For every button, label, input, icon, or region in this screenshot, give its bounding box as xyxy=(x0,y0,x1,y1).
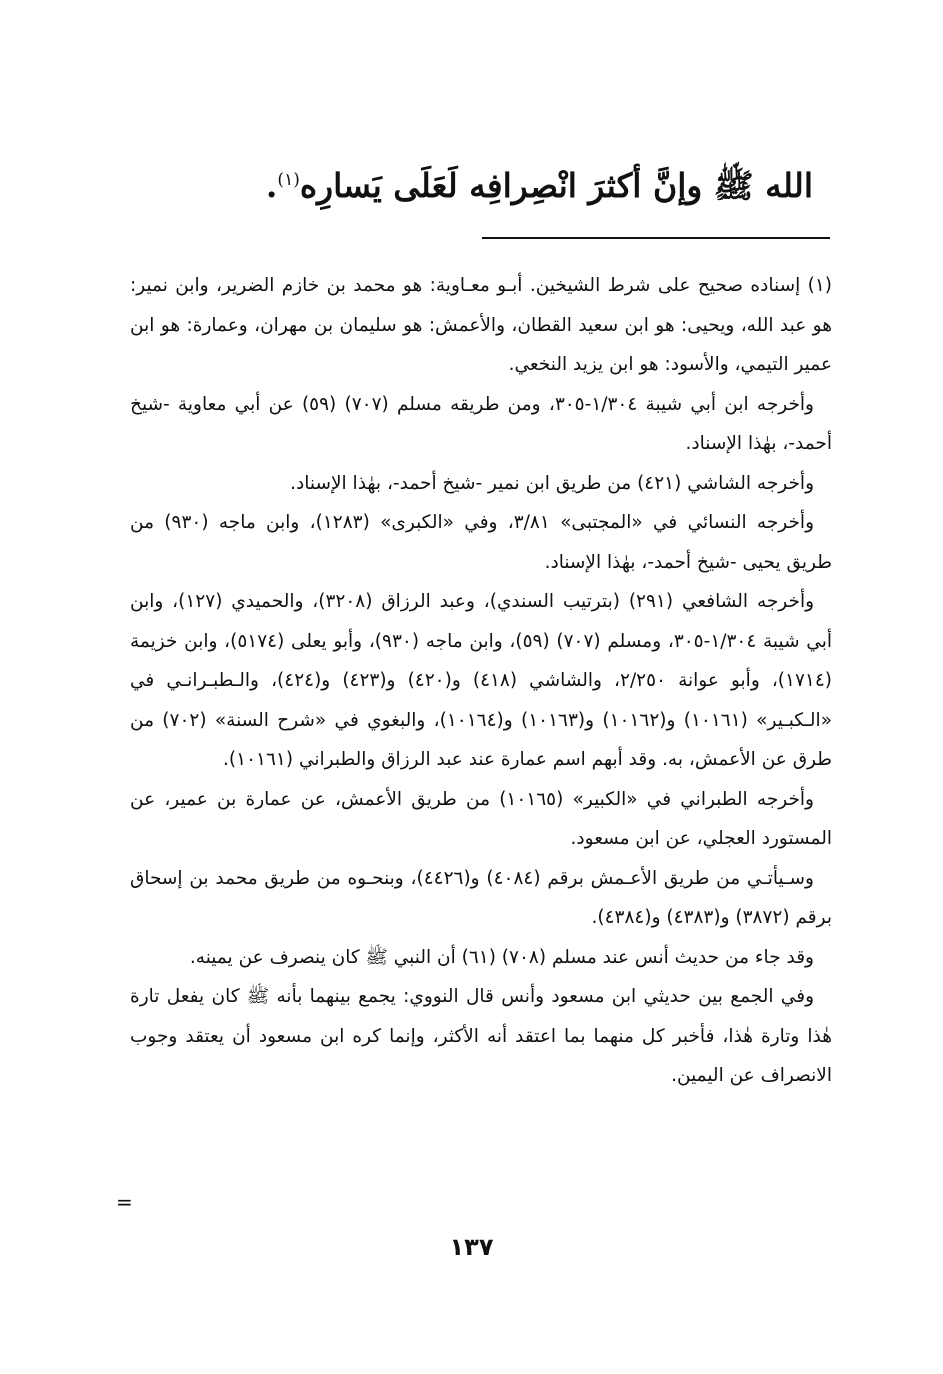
continuation-mark: = xyxy=(116,1190,133,1214)
footnote-paragraph: وأخرجه الشاشي (٤٢١) من طريق ابن نمير -شيخ أحمد-، بهٰذا الإسناد. xyxy=(290,472,814,494)
main-text-line xyxy=(113,150,813,216)
footnote-paragraph: وأخرجه النسائي في «المجتبى» ٣/٨١، وفي «الكبرى» (١٢٨٣)، وابن ماجه (٩٣٠) من طريق يحيى -شيخ أحمد-، بهٰذا الإسناد. xyxy=(130,512,832,573)
footnote-paragraph: وسـيأتـي من طريق الأعـمش برقم (٤٠٨٤) و(٤٤٢٦)، وبنحـوه من طريق محمد بن إسحاق برقم (٣٨٧٢) و(٤٣٨٣) و(٤٣٨٤). xyxy=(130,867,832,928)
footnote-paragraph: وأخرجه الشافعي (٢٩١) (بترتيب السندي)، وعبد الرزاق (٣٢٠٨)، والحميدي (١٢٧)، وابن أبي شيبة ١/٣٠٤-٣٠٥، ومسلم (٧٠٧) (٥٩)، وابن ماجه (٩٣٠)، وأبو يعلى (٥١٧٤)، وابن خزيمة (١٧١٤)، وأبو عوانة ٢/٢٥٠، والشاشي (٤١٨) و(٤٢٠) و(٤٢٣) و(٤٢٤)، والـطبـرانـي في «الـكبـير» (١٠١٦١) و(١٠١٦٢) و(١٠١٦٣) و(١٠١٦٤)، والبغوي في «شرح السنة» (٧٠٢) من طرق عن الأعمش، به. وقد أبهم اسم عمارة عند عبد الرزاق والطبراني (١٠١٦١). xyxy=(130,591,833,770)
main-text-end: . xyxy=(265,166,278,205)
footnote-paragraph: وفي الجمع بين حديثي ابن مسعود وأنس قال النووي: يجمع بينهما بأنه ﷺ كان يفعل تارة هٰذا وتارة هٰذا، فأخبر كل منهما بما اعتقد أنه الأكثر، وإنما كره ابن مسعود أن يعتقد وجوب الانصراف عن اليمين. xyxy=(130,986,832,1086)
footnote-paragraph: وقد جاء من حديث أنس عند مسلم (٧٠٨) (٦١) أن النبي ﷺ كان ينصرف عن يمينه. xyxy=(189,946,814,968)
main-text: الله ﷺ وإنَّ أكثرَ انْصِرافِه لَعَلَى يَسارِه xyxy=(299,166,813,205)
footnote-separator xyxy=(482,237,830,239)
page-number: ١٣٧ xyxy=(449,1233,494,1261)
footnote-paragraph: (١) إسناده صحيح على شرط الشيخين. أبـو معـاوية: هو محمد بن خازم الضرير، وابن نمير: هو عبد الله، ويحيى: هو ابن سعيد القطان، والأعمش: هو سليمان بن مهران، وعمارة: هو ابن عمير التيمي، والأسود: هو ابن يزيد النخعي. xyxy=(130,275,832,375)
footnote-paragraph: وأخرجه الطبراني في «الكبير» (١٠١٦٥) من طريق الأعمش، عن عمارة بن عمير، عن المستورد العجلي، عن ابن مسعود. xyxy=(130,788,832,849)
footnote-reference: (١) xyxy=(277,170,300,190)
footnote-paragraph: وأخرجه ابن أبي شيبة ١/٣٠٤-٣٠٥، ومن طريقه مسلم (٧٠٧) (٥٩) عن أبي معاوية -شيخ أحمد-، بهٰذا الإسناد. xyxy=(130,393,832,454)
footnotes xyxy=(130,266,832,1096)
